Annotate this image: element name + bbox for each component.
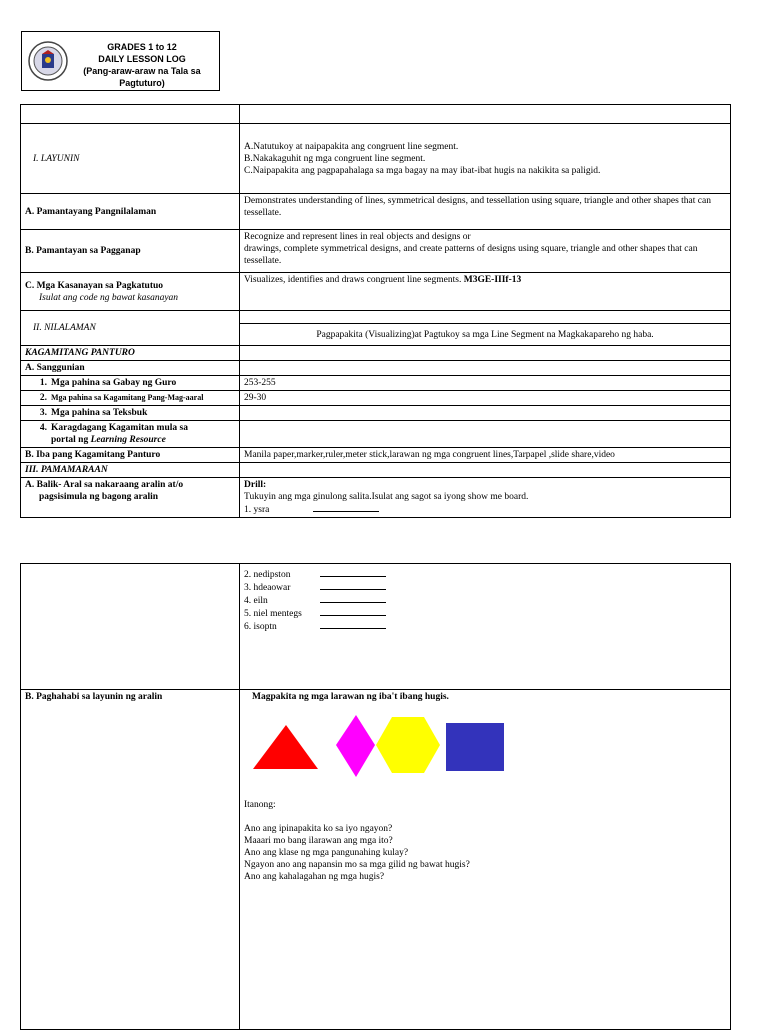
pamamaraan-label: III. PAMAMARAAN bbox=[21, 463, 240, 478]
drill-instruction: Tukuyin ang mga ginulong salita.Isulat ang sagot sa iyong show me board. bbox=[244, 492, 529, 502]
sanggunian-label: A. Sanggunian bbox=[21, 361, 240, 376]
header-box bbox=[21, 31, 220, 91]
nilalaman-content: Pagpapakita (Visualizing)at Pagtukoy sa mga Line Segment na Magkakapareho ng haba. bbox=[240, 324, 731, 346]
teksbuk-label: 3. Mga pahina sa Teksbuk bbox=[21, 406, 240, 421]
kasanayan-subtitle: Isulat ang code ng bawat kasanayan bbox=[39, 292, 179, 303]
kasanayan-title: C. Mga Kasanayan sa Pagkatutuo bbox=[25, 280, 164, 291]
lesson-table-page2 bbox=[20, 563, 731, 1030]
paghahabi-label: B. Paghahabi sa layunin ng aralin bbox=[21, 690, 240, 1030]
empty-cell bbox=[21, 105, 240, 124]
lesson-table-page1 bbox=[20, 104, 731, 518]
kasanayan-label bbox=[21, 273, 240, 311]
karagdagang-label: 4. Karagdagang Kagamitan mula sa portal ng Learning Resource bbox=[21, 421, 240, 448]
drill-item: 4. eiln bbox=[244, 594, 726, 607]
empty-cell bbox=[240, 311, 731, 324]
square-shape bbox=[446, 723, 504, 771]
iba-label: B. Iba pang Kagamitang Panturo bbox=[21, 448, 240, 463]
kagamitang-mag-aaral-label: 2. Mga pahina sa Kagamitang Pang-Mag-aaral bbox=[21, 391, 240, 406]
paghahabi-content bbox=[240, 690, 731, 1030]
pagganap-line2: drawings, complete symmetrical designs, and create patterns of designs using square, triangle and other shapes that can tessellate. bbox=[244, 244, 698, 266]
balik-aral-label: A. Balik- Aral sa nakaraang aralin at/o pagsisimula ng bagong aralin bbox=[21, 478, 240, 518]
drill-item: 1. ysra bbox=[244, 503, 726, 516]
layunin-b: B.Nakakaguhit ng mga congruent line segment. bbox=[244, 153, 426, 164]
empty-cell bbox=[21, 564, 240, 690]
question-5: Ano ang kahalagahan ng mga hugis? bbox=[244, 872, 385, 882]
kasanayan-text: Visualizes, identifies and draws congruent line segments. bbox=[244, 275, 464, 285]
drill-item: 2. nedipston bbox=[244, 568, 726, 581]
header-title-dll: DAILY LESSON LOG bbox=[98, 54, 186, 64]
shapes-illustration bbox=[248, 715, 518, 785]
empty-cell bbox=[240, 361, 731, 376]
drill-items-continued bbox=[240, 564, 731, 690]
pagganap-label: B. Pamantayan sa Pagganap bbox=[21, 230, 240, 273]
question-1: Ano ang ipinapakita ko sa iyo ngayon? bbox=[244, 824, 393, 834]
pagganap-line1: Recognize and represent lines in real objects and designs or bbox=[244, 232, 471, 242]
question-2: Maaari mo bang ilarawan ang mga ito? bbox=[244, 836, 393, 846]
gabay-guro-value: 253-255 bbox=[240, 376, 731, 391]
drill-item: 3. hdeaowar bbox=[244, 581, 726, 594]
question-3: Ano ang klase ng mga pangunahing kulay? bbox=[244, 848, 409, 858]
empty-cell bbox=[240, 421, 731, 448]
drill-content bbox=[240, 478, 731, 518]
question-4: Ngayon ano ang napansin mo sa mga gilid ng bawat hugis? bbox=[244, 860, 470, 870]
layunin-a: A.Natutukoy at naipapakita ang congruent line segment. bbox=[244, 141, 459, 152]
rhombus-shape bbox=[336, 715, 375, 777]
layunin-content bbox=[240, 124, 731, 194]
pagganap-content bbox=[240, 230, 731, 273]
empty-cell bbox=[240, 463, 731, 478]
drill-item: 6. isoptn bbox=[244, 620, 726, 633]
itanong-label: Itanong: bbox=[244, 800, 276, 810]
nilalaman-label: II. NILALAMAN bbox=[21, 311, 240, 346]
paghahabi-title: Magpakita ng mga larawan ng iba't ibang hugis. bbox=[252, 692, 449, 702]
drill-item: 5. niel mentegs bbox=[244, 607, 726, 620]
triangle-shape bbox=[253, 725, 318, 769]
empty-cell bbox=[240, 346, 731, 361]
pangnilalaman-label: A. Pamantayang Pangnilalaman bbox=[21, 194, 240, 230]
kasanayan-code: M3GE-IIIf-13 bbox=[463, 275, 522, 285]
drill-title: Drill: bbox=[244, 480, 267, 490]
pangnilalaman-content: Demonstrates understanding of lines, symmetrical designs, and tessellation using square, triangle and other shapes that can tessellate. bbox=[240, 194, 731, 230]
layunin-label: I. LAYUNIN bbox=[21, 124, 240, 194]
header-title-tagalog: (Pang-araw-araw na Tala sa Pagtuturo) bbox=[83, 66, 201, 88]
kagamitang-mag-aaral-value: 29-30 bbox=[240, 391, 731, 406]
gabay-guro-label: 1. Mga pahina sa Gabay ng Guro bbox=[21, 376, 240, 391]
kagamitan-label: KAGAMITANG PANTURO bbox=[21, 346, 240, 361]
layunin-c: C.Naipapakita ang pagpapahalaga sa mga bagay na may ibat-ibat hugis na nakikita sa paligid. bbox=[244, 165, 601, 176]
kasanayan-content bbox=[240, 273, 731, 311]
iba-value: Manila paper,marker,ruler,meter stick,larawan ng mga congruent lines,Tarpapel ,slide share,video bbox=[240, 448, 731, 463]
empty-cell bbox=[240, 406, 731, 421]
empty-cell bbox=[240, 105, 731, 124]
header-title-grades: GRADES 1 to 12 bbox=[107, 42, 177, 52]
hexagon-shape bbox=[376, 717, 440, 773]
